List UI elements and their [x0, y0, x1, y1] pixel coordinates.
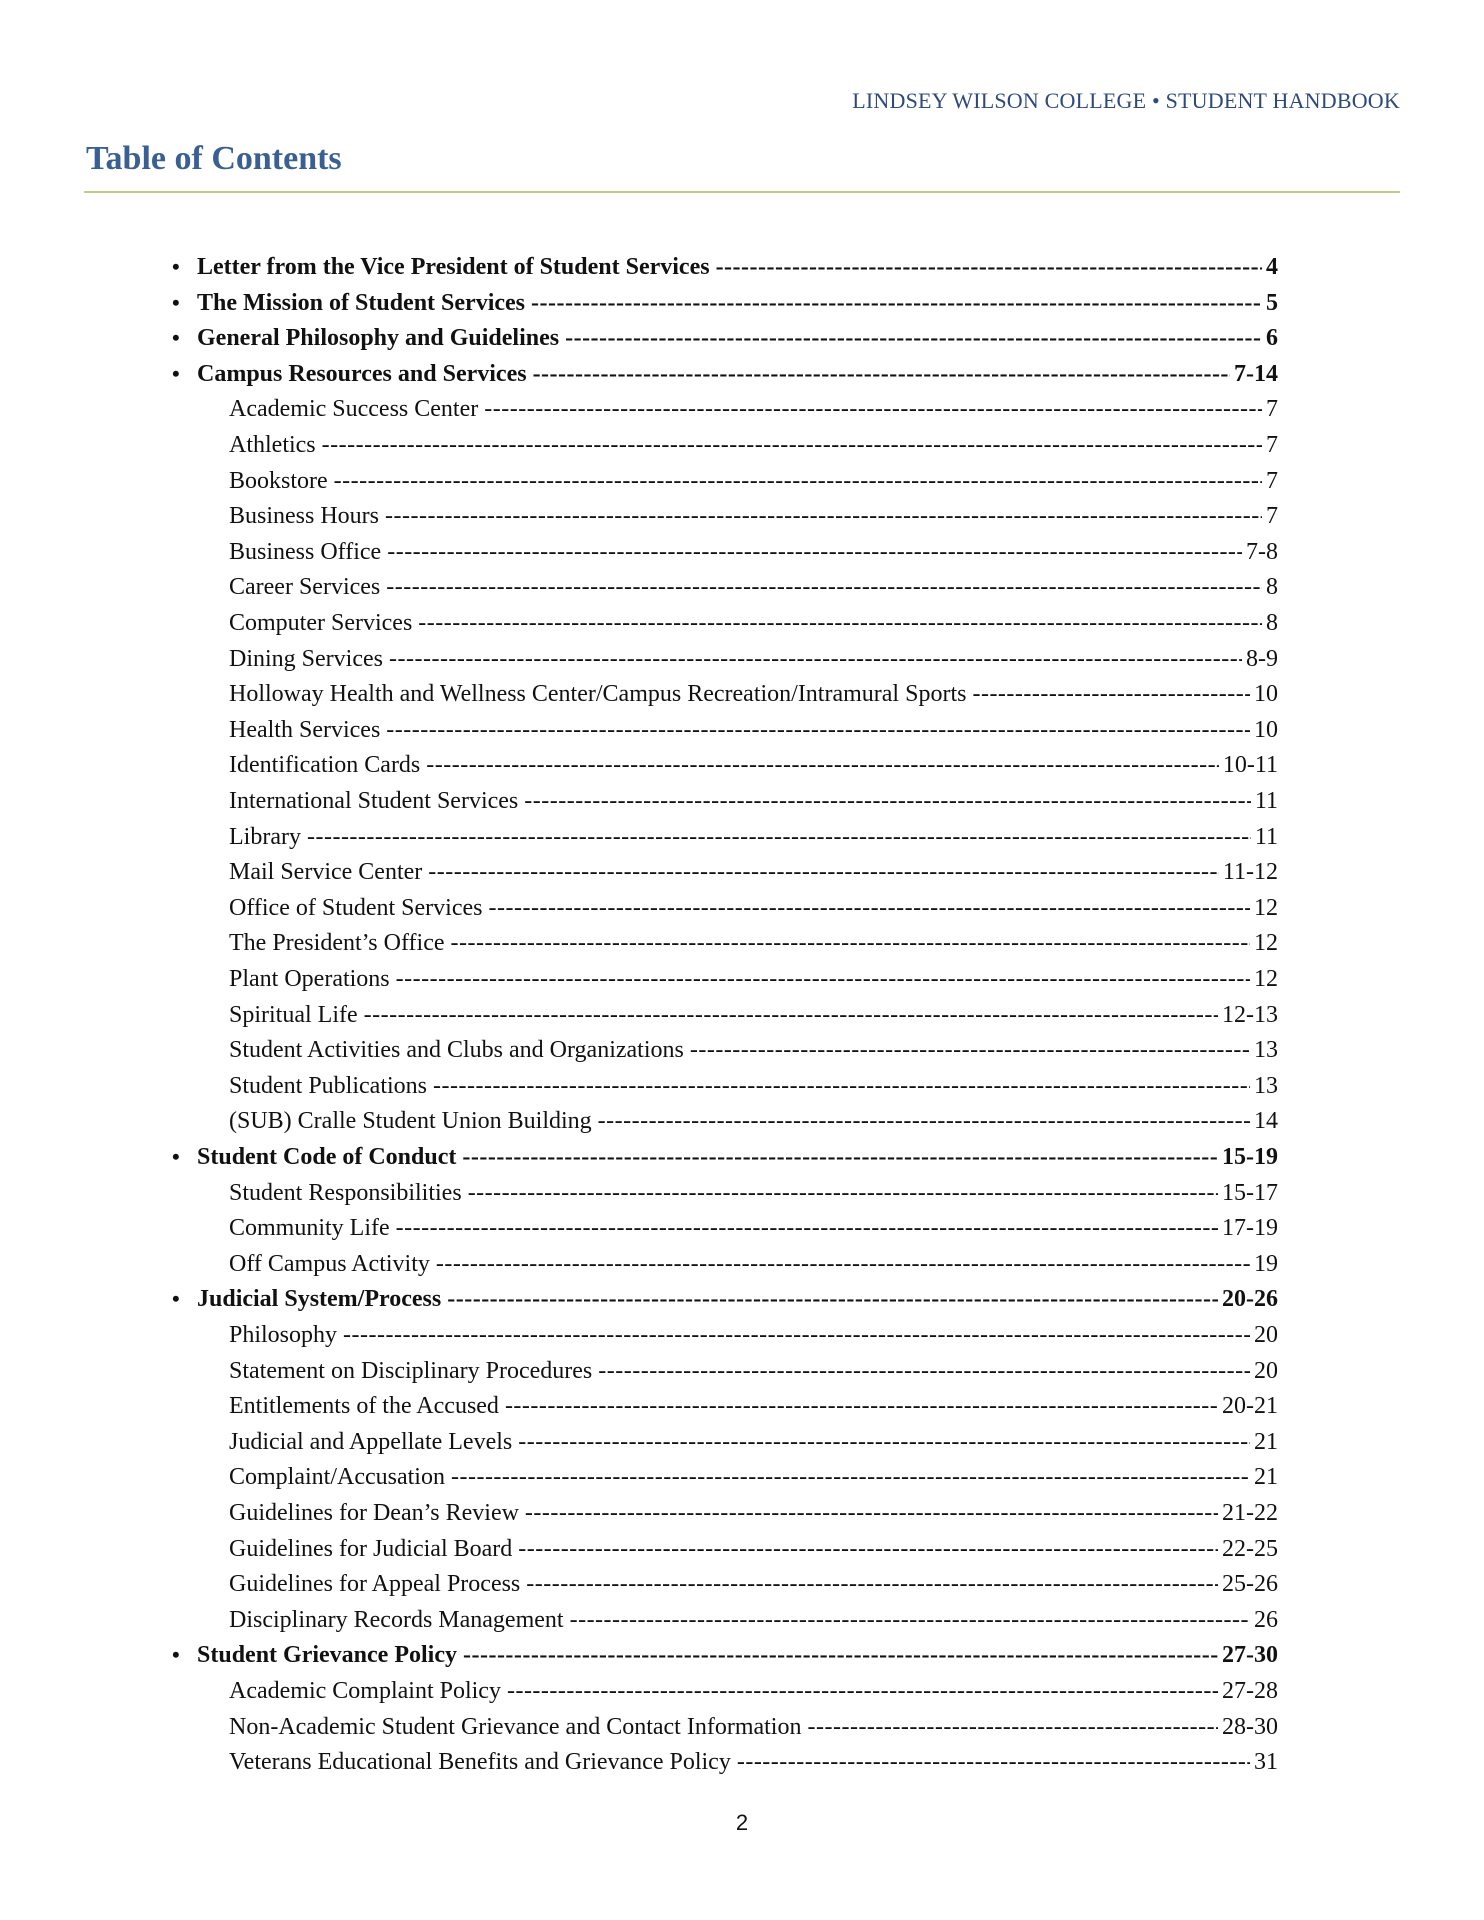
toc-subsection-entry[interactable] [0, 1000, 1484, 1030]
toc-entry-label: Philosophy [229, 1322, 338, 1348]
toc-entry-page: 21-22 [1222, 1500, 1278, 1526]
toc-entry-label: Judicial System/Process [197, 1286, 442, 1313]
dot-leader [525, 1498, 1218, 1528]
toc-entry-page: 22-25 [1222, 1535, 1278, 1562]
toc-line [197, 252, 1278, 282]
toc-section-entry[interactable] [0, 288, 1484, 318]
dot-leader [505, 1391, 1218, 1421]
toc-subsection-entry[interactable] [0, 893, 1484, 923]
toc-line [229, 1462, 1278, 1492]
toc-entry-page: 10-11 [1222, 752, 1278, 779]
toc-entry-label: Student Code of Conduct [197, 1144, 457, 1170]
toc-entry-page: 4 [1266, 254, 1278, 280]
toc-entry-label: Holloway Health and Wellness Center/Campus Recreation/Intramural Sports [229, 681, 967, 708]
running-header: LINDSEY WILSON COLLEGE • STUDENT HANDBOOK [852, 88, 1400, 113]
toc-entry-page: 12 [1254, 966, 1278, 992]
toc-subsection-entry[interactable] [0, 1356, 1484, 1386]
toc-entry-page: 21 [1254, 1464, 1278, 1491]
dot-leader [396, 964, 1250, 994]
toc-entry-label: Spiritual Life [229, 1001, 358, 1028]
toc-line [229, 679, 1278, 709]
dot-leader [386, 715, 1250, 745]
dot-leader [433, 1071, 1250, 1101]
toc-line [229, 786, 1278, 816]
toc-line [229, 1747, 1278, 1777]
toc-entry-label: Veterans Educational Benefits and Grievance Policy [229, 1749, 731, 1776]
toc-entry-label: The President’s Office [229, 930, 445, 957]
toc-subsection-entry[interactable] [0, 1391, 1484, 1421]
toc-subsection-entry[interactable] [0, 537, 1484, 567]
dot-leader [690, 1035, 1250, 1065]
dot-leader [598, 1106, 1250, 1136]
bullet-icon: • [172, 1286, 180, 1312]
page-number: 2 [735, 1810, 749, 1835]
toc-entry-page: 21 [1254, 1428, 1278, 1455]
toc-entry-page: 27-28 [1222, 1678, 1278, 1704]
toc-entry-label: Academic Complaint Policy [229, 1678, 501, 1704]
dot-leader [462, 1142, 1218, 1172]
toc-section-entry[interactable] [0, 1284, 1484, 1314]
toc-line [229, 1035, 1278, 1065]
toc-entry-label: Career Services [229, 574, 381, 601]
toc-subsection-entry[interactable] [0, 1712, 1484, 1742]
toc-entry-label: Community Life [229, 1215, 390, 1242]
toc-subsection-entry[interactable] [0, 1213, 1484, 1243]
toc-entry-label: Athletics [229, 432, 316, 458]
toc-entry-label: Statement on Disciplinary Procedures [229, 1357, 593, 1384]
toc-entry-label: The Mission of Student Services [197, 289, 526, 316]
toc-line [229, 1534, 1278, 1564]
toc-entry-page: 8 [1266, 610, 1278, 636]
toc-line [229, 1000, 1278, 1030]
toc-entry-label: Plant Operations [229, 966, 390, 992]
dot-leader [507, 1676, 1218, 1706]
bullet-icon: • [172, 325, 180, 351]
toc-entry-label: Off Campus Activity [229, 1250, 430, 1277]
toc-entry-page: 20 [1254, 1357, 1278, 1384]
dot-leader [716, 252, 1262, 282]
toc-entry-label: Bookstore [229, 467, 328, 494]
toc-line [229, 857, 1278, 887]
dot-leader [386, 572, 1262, 602]
dot-leader [322, 430, 1262, 460]
dot-leader [737, 1747, 1250, 1777]
toc-subsection-entry[interactable] [0, 1249, 1484, 1279]
dot-leader [451, 928, 1251, 958]
toc-subsection-entry[interactable] [0, 572, 1484, 602]
toc-subsection-entry[interactable] [0, 466, 1484, 496]
dot-leader [463, 1640, 1218, 1670]
dot-leader [526, 1569, 1218, 1599]
toc-entry-label: Campus Resources and Services [197, 360, 527, 387]
toc-line [229, 1071, 1278, 1101]
toc-line [229, 715, 1278, 745]
toc-subsection-entry[interactable] [0, 1747, 1484, 1777]
toc-subsection-entry[interactable] [0, 1035, 1484, 1065]
toc-entry-page: 17-19 [1222, 1215, 1278, 1242]
toc-subsection-entry[interactable] [0, 857, 1484, 887]
toc-subsection-entry[interactable] [0, 1462, 1484, 1492]
dot-leader [307, 822, 1251, 852]
toc-entry-label: Letter from the Vice President of Student Services [197, 254, 710, 280]
toc-subsection-entry[interactable] [0, 501, 1484, 531]
toc-entry-page: 12 [1254, 894, 1278, 921]
toc-subsection-entry[interactable] [0, 1320, 1484, 1350]
toc-entry-label: Guidelines for Appeal Process [229, 1571, 521, 1598]
dot-leader [524, 786, 1251, 816]
toc-line [229, 1712, 1278, 1742]
toc-entry-page: 12 [1254, 930, 1278, 957]
toc-entry-page: 5 [1266, 289, 1278, 316]
bullet-icon: • [172, 1144, 180, 1169]
toc-line [229, 1178, 1278, 1208]
toc-entry-label: Office of Student Services [229, 894, 483, 921]
toc-entry-label: Student Grievance Policy [197, 1642, 457, 1669]
toc-entry-label: Guidelines for Dean’s Review [229, 1500, 519, 1526]
toc-line [229, 964, 1278, 994]
toc-entry-page: 7-8 [1246, 538, 1278, 565]
toc-entry-label: Judicial and Appellate Levels [229, 1428, 513, 1455]
toc-subsection-entry[interactable] [0, 964, 1484, 994]
toc-subsection-entry[interactable] [0, 1534, 1484, 1564]
toc-subsection-entry[interactable] [0, 715, 1484, 745]
toc-line [229, 1356, 1278, 1386]
toc-entry-page: 7 [1266, 432, 1278, 458]
dot-leader [389, 644, 1242, 674]
toc-entry-label: Complaint/Accusation [229, 1464, 445, 1491]
toc-line [229, 644, 1278, 674]
toc-entry-page: 6 [1266, 325, 1278, 352]
toc-entry-page: 25-26 [1222, 1571, 1278, 1598]
toc-line [197, 1142, 1278, 1172]
toc-subsection-entry[interactable] [0, 430, 1484, 460]
dot-leader [598, 1356, 1250, 1386]
dot-leader [364, 1000, 1218, 1030]
toc-entry-page: 11 [1254, 788, 1278, 814]
dot-leader [972, 679, 1250, 709]
toc-entry-label: Guidelines for Judicial Board [229, 1535, 513, 1562]
toc-line [197, 359, 1278, 389]
dot-leader [468, 1178, 1218, 1208]
toc-entry-label: Business Office [229, 538, 382, 565]
toc-subsection-entry[interactable] [0, 822, 1484, 852]
toc-line [229, 928, 1278, 958]
toc-subsection-entry[interactable] [0, 608, 1484, 638]
dot-leader [426, 750, 1219, 780]
toc-entry-page: 7 [1266, 503, 1278, 530]
dot-leader [387, 537, 1242, 567]
bullet-icon: • [172, 1642, 180, 1668]
toc-entry-label: Student Publications [229, 1072, 427, 1099]
toc-line [197, 323, 1278, 353]
toc-subsection-entry[interactable] [0, 1605, 1484, 1635]
toc-section-entry[interactable] [0, 323, 1484, 353]
dot-leader [451, 1462, 1250, 1492]
toc-line [229, 1320, 1278, 1350]
toc-entry-page: 8-9 [1246, 645, 1278, 672]
dot-leader [436, 1249, 1250, 1279]
dot-leader [418, 608, 1262, 638]
toc-line [229, 501, 1278, 531]
toc-section-entry[interactable] [0, 252, 1484, 282]
dot-leader [533, 359, 1230, 389]
toc-line [197, 1284, 1278, 1314]
bullet-icon: • [172, 289, 180, 315]
toc-line [229, 394, 1278, 424]
toc-subsection-entry[interactable] [0, 394, 1484, 424]
dot-leader [565, 323, 1262, 353]
toc-entry-page: 20-26 [1222, 1286, 1278, 1313]
dot-leader [334, 466, 1262, 496]
toc-entry-label: Student Activities and Clubs and Organizations [229, 1037, 684, 1064]
toc-line [229, 572, 1278, 602]
toc-entry-label: Business Hours [229, 503, 380, 530]
toc-subsection-entry[interactable] [0, 1498, 1484, 1528]
toc-line [229, 1676, 1278, 1706]
toc-section-entry[interactable] [0, 359, 1484, 389]
toc-subsection-entry[interactable] [0, 1106, 1484, 1136]
toc-entry-page: 13 [1254, 1072, 1278, 1099]
toc-line [229, 1569, 1278, 1599]
dot-leader [518, 1534, 1218, 1564]
dot-leader [484, 394, 1262, 424]
toc-entry-page: 12-13 [1222, 1001, 1278, 1028]
toc-line [229, 893, 1278, 923]
toc-entry-page: 15-17 [1222, 1179, 1278, 1206]
toc-line [229, 1106, 1278, 1136]
page-title: Table of Contents [86, 140, 342, 177]
toc-entry-page: 8 [1266, 574, 1278, 601]
dot-leader [807, 1712, 1218, 1742]
toc-subsection-entry[interactable] [0, 1178, 1484, 1208]
toc-subsection-entry[interactable] [0, 1071, 1484, 1101]
toc-subsection-entry[interactable] [0, 1427, 1484, 1457]
toc-entry-page: 7 [1266, 396, 1278, 423]
toc-subsection-entry[interactable] [0, 644, 1484, 674]
toc-entry-page: 20 [1254, 1322, 1278, 1348]
dot-leader [447, 1284, 1218, 1314]
toc-line [229, 750, 1278, 780]
toc-line [229, 608, 1278, 638]
dot-leader [518, 1427, 1250, 1457]
toc-entry-page: 10 [1254, 681, 1278, 708]
toc-subsection-entry[interactable] [0, 1676, 1484, 1706]
toc-subsection-entry[interactable] [0, 1569, 1484, 1599]
toc-subsection-entry[interactable] [0, 679, 1484, 709]
dot-leader [489, 893, 1251, 923]
toc-entry-label: Student Responsibilities [229, 1179, 462, 1206]
toc-line [229, 1213, 1278, 1243]
toc-line [229, 822, 1278, 852]
toc-line [229, 1605, 1278, 1635]
toc-line [229, 537, 1278, 567]
toc-line [229, 1498, 1278, 1528]
toc-subsection-entry[interactable] [0, 786, 1484, 816]
toc-entry-label: Computer Services [229, 610, 413, 636]
dot-leader [385, 501, 1262, 531]
toc-entry-page: 27-30 [1222, 1642, 1278, 1669]
toc-line [197, 288, 1278, 318]
toc-entry-page: 28-30 [1222, 1713, 1278, 1740]
dot-leader [531, 288, 1262, 318]
dot-leader [428, 857, 1219, 887]
toc-entry-page: 13 [1254, 1037, 1278, 1064]
toc-entry-label: International Student Services [229, 788, 519, 814]
toc-entry-label: Identification Cards [229, 752, 421, 779]
toc-entry-label: Academic Success Center [229, 396, 479, 423]
toc-section-entry[interactable] [0, 1142, 1484, 1172]
toc-line [229, 430, 1278, 460]
toc-entry-page: 11 [1254, 823, 1278, 850]
toc-line [229, 1391, 1278, 1421]
toc-entry-page: 19 [1254, 1250, 1278, 1277]
toc-entry-page: 14 [1254, 1108, 1278, 1135]
toc-line [229, 1427, 1278, 1457]
toc-entry-label: Dining Services [229, 645, 383, 672]
toc-subsection-entry[interactable] [0, 928, 1484, 958]
toc-entry-label: Disciplinary Records Management [229, 1606, 564, 1633]
toc-entry-label: Non-Academic Student Grievance and Contact Information [229, 1713, 802, 1740]
toc-section-entry[interactable] [0, 1640, 1484, 1670]
toc-line [197, 1640, 1278, 1670]
toc-entry-page: 11-12 [1222, 859, 1278, 886]
toc-entry-page: 31 [1254, 1749, 1278, 1776]
bullet-icon: • [172, 254, 180, 279]
toc-entry-label: Mail Service Center [229, 859, 423, 886]
toc-entry-page: 7 [1266, 467, 1278, 494]
toc-entry-page: 7-14 [1234, 360, 1278, 387]
toc-entry-label: (SUB) Cralle Student Union Building [229, 1108, 592, 1135]
toc-entry-label: Health Services [229, 716, 381, 743]
title-divider [84, 191, 1400, 193]
toc-line [229, 1249, 1278, 1279]
toc-subsection-entry[interactable] [0, 750, 1484, 780]
toc-entry-label: General Philosophy and Guidelines [197, 325, 560, 352]
dot-leader [570, 1605, 1250, 1635]
toc-entry-page: 20-21 [1222, 1393, 1278, 1420]
toc-line [229, 466, 1278, 496]
toc-entry-page: 10 [1254, 716, 1278, 743]
toc-entry-page: 26 [1254, 1606, 1278, 1633]
bullet-icon: • [172, 360, 180, 386]
toc-entry-label: Library [229, 823, 301, 850]
dot-leader [343, 1320, 1250, 1350]
dot-leader [396, 1213, 1218, 1243]
toc-entry-page: 15-19 [1222, 1144, 1278, 1170]
toc-entry-label: Entitlements of the Accused [229, 1393, 499, 1420]
